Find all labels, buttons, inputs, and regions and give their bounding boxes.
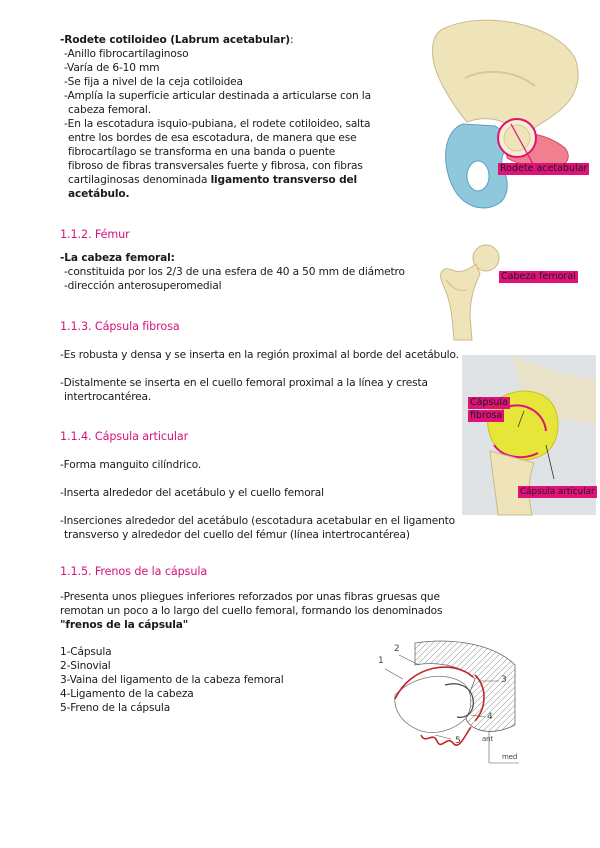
figure-label-cabeza-femoral: Cabeza femoral [501,271,576,282]
labrum-line: cartilaginosas denominada [68,174,211,186]
labrum-line: fibrocartílago se transforma en una banda o puente [68,146,336,158]
labrum-line: -Amplía la superficie articular destinada a articularse con la [64,90,371,102]
capsula-articular-line: transverso y alrededor del cuello del fémur (línea intertrocantérea) [64,529,410,541]
figure-label-rodete-acetabular: Rodete acetabular [500,163,588,174]
capsula-articular-line: -Inserciones alrededor del acetábulo (escotadura acetabular en el ligamento [60,515,456,527]
labrum-heading-colon: : [289,34,294,46]
femur-figure [432,240,502,340]
femur-subheading: -La cabeza femoral: [60,252,175,264]
frenos-line: remotan un poco a lo largo del cuello femoral, formando los denominados [60,605,443,617]
capsula-articular-line: -Inserta alrededor del acetábulo y el cuello femoral [60,487,324,499]
labrum-line: cabeza femoral. [68,104,151,116]
capsula-fibrosa-line: intertrocantérea. [64,391,152,403]
capsula-articular-line: -Forma manguito cilíndrico. [60,459,202,471]
frenos-list-item: 2-Sinovial [60,660,111,672]
femur-line: -constituida por los 2/3 de una esfera de 40 a 50 mm de diámetro [64,266,405,278]
diagram-number: 4 [487,712,493,722]
labrum-heading: -Rodete cotiloideo (Labrum acetabular) [60,34,290,46]
section-heading-femur: 1.1.2. Fémur [60,228,130,241]
section-heading-capsula-fibrosa: 1.1.3. Cápsula fibrosa [60,320,180,333]
labrum-line-last [68,173,357,187]
diagram-number: 3 [501,675,507,685]
capsule-section-diagram [375,635,535,770]
labrum-line: -Se fija a nivel de la ceja cotiloidea [64,76,243,88]
diagram-text-ant: ant [482,735,494,743]
frenos-line: -Presenta unos pliegues inferiores reforzados por unas fibras gruesas que [60,591,440,603]
diagram-text-med: med [502,753,518,761]
frenos-list-item: 4-Ligamento de la cabeza [60,688,194,700]
frenos-list-item: 1-Cápsula [60,646,112,658]
hip-bone-figure [405,18,595,218]
labrum-line: -En la escotadura isquio-pubiana, el rodete cotiloideo, salta [64,118,371,130]
labrum-bold-term-end: acetábulo. [68,188,130,200]
labrum-bold-term: ligamento transverso del [210,174,358,186]
diagram-number: 2 [394,644,400,654]
femur-line: -dirección anterosuperomedial [64,280,222,292]
labrum-heading-line [60,33,293,47]
labrum-line: fibroso de fibras transversales fuerte y fibrosa, con fibras [68,160,363,172]
section-heading-frenos: 1.1.5. Frenos de la cápsula [60,565,208,578]
capsula-fibrosa-line: -Distalmente se inserta en el cuello femoral proximal a la línea y cresta [60,377,428,389]
diagram-number: 1 [378,656,384,666]
figure-label-capsula-fibrosa-1: Cápsula [470,397,508,408]
frenos-list-item: 3-Vaina del ligamento de la cabeza femoral [60,674,284,686]
diagram-number: 5 [455,736,461,746]
frenos-bold-term: "frenos de la cápsula" [60,619,189,631]
section-heading-capsula-articular: 1.1.4. Cápsula articular [60,430,189,443]
figure-label-capsula-fibrosa-2: fibrosa [470,410,503,421]
labrum-line: entre los bordes de esa escotadura, de manera que ese [68,132,357,144]
frenos-list-item: 5-Freno de la cápsula [60,702,171,714]
labrum-line: -Anillo fibrocartilaginoso [64,48,189,60]
labrum-line: -Varía de 6-10 mm [64,62,160,74]
figure-label-capsula-articular: Cápsula articular [520,487,595,497]
capsula-fibrosa-line: -Es robusta y densa y se inserta en la región proximal al borde del acetábulo. [60,349,459,361]
